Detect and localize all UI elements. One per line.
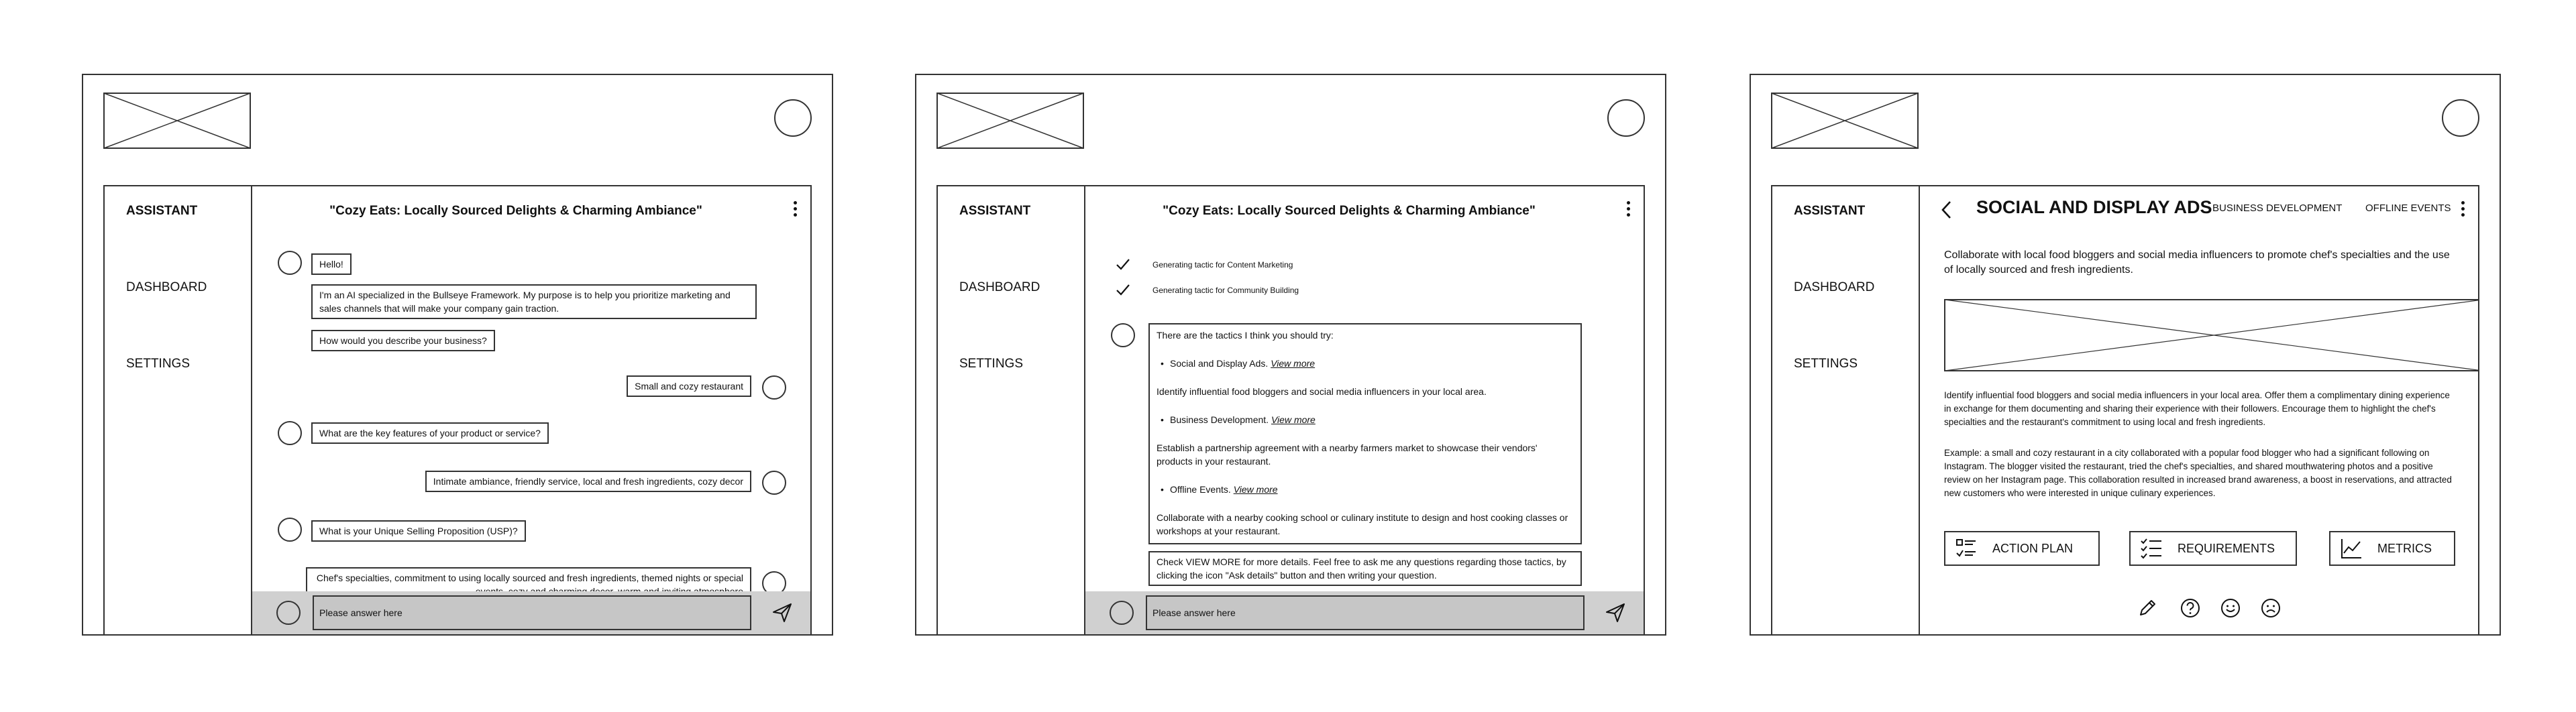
sidebar	[938, 186, 1085, 634]
sidebar	[1772, 186, 1920, 634]
tactic-summary: Collaborate with local food bloggers and social media influencers to promote chef's specialties and the use of locally sourced and fresh ingredients.	[1944, 249, 2450, 276]
view-more-link[interactable]: View more	[1271, 358, 1316, 369]
assistant-avatar	[278, 421, 302, 445]
tactic-name: Offline Events.	[1170, 484, 1231, 495]
frown-icon[interactable]	[2259, 597, 2282, 619]
tactic-body: Identify influential food bloggers and social media influencers in your local area. Offer them a complimentary dining experience in exchange for them documenting and sharing their experience with their followers. Encourage them to highlight the chef's specialties and the restaurant's commitment to using local and fresh ingredients.	[1944, 390, 2450, 427]
generating-status: Generating tactic for Content Marketing	[1152, 260, 1293, 270]
back-icon[interactable]	[1940, 200, 1953, 220]
assistant-message: What is your Unique Selling Proposition (USP)?	[311, 520, 526, 542]
tactic-detail	[1920, 186, 2478, 634]
assistant-avatar	[1111, 323, 1135, 347]
tactic-description: Establish a partnership agreement with a nearby farmers market to showcase their vendors' products in your restaurant.	[1157, 442, 1538, 467]
more-options-icon[interactable]	[792, 200, 798, 220]
sidebar-item-assistant[interactable]: ASSISTANT	[126, 204, 198, 218]
tactics-intro: There are the tactics I think you should try:	[1157, 330, 1334, 341]
tactic-title: SOCIAL AND DISPLAY ADS	[1976, 197, 2212, 217]
view-more-link[interactable]: View more	[1233, 484, 1278, 495]
sidebar-item-dashboard[interactable]: DASHBOARD	[959, 280, 1040, 294]
chat-area	[252, 186, 810, 634]
sidebar	[105, 186, 252, 634]
metrics-label: METRICS	[2377, 541, 2432, 555]
sidebar-item-settings[interactable]: SETTINGS	[126, 357, 191, 371]
sidebar-item-dashboard[interactable]: DASHBOARD	[1794, 280, 1875, 294]
view-more-link[interactable]: View more	[1271, 414, 1316, 425]
tactic-name: Business Development.	[1170, 414, 1269, 425]
assistant-avatar	[278, 251, 302, 275]
list-check-icon	[2140, 537, 2163, 560]
app-panel	[1771, 185, 2479, 636]
check-icon	[1115, 256, 1131, 272]
tactics-message	[1148, 323, 1582, 544]
sidebar-item-settings[interactable]: SETTINGS	[1794, 357, 1858, 371]
tactic-item	[1157, 483, 1574, 496]
tab-business-development[interactable]: BUSINESS DEVELOPMENT	[2212, 202, 2343, 214]
avatar[interactable]	[774, 99, 812, 137]
tactic-item	[1157, 357, 1574, 370]
tactic-item	[1157, 413, 1574, 426]
generating-status: Generating tactic for Community Building	[1152, 286, 1299, 295]
action-plan-button[interactable]	[1944, 531, 2100, 566]
input-bar	[252, 591, 810, 634]
tactics-note: Check VIEW MORE for more details. Feel free to ask me any questions regarding those tactics, by clicking the icon "Ask details" button and then writing your question.	[1148, 551, 1582, 586]
assistant-message: How would you describe your business?	[311, 330, 495, 351]
question-icon[interactable]	[2179, 597, 2202, 619]
chat-input[interactable]: Please answer here	[1146, 595, 1585, 630]
assistant-message: Hello!	[311, 253, 352, 275]
pencil-icon[interactable]	[2136, 597, 2159, 619]
line-chart-icon	[2340, 537, 2363, 560]
user-avatar	[762, 375, 786, 400]
smile-icon[interactable]	[2219, 597, 2242, 619]
logo-placeholder	[1771, 93, 1919, 149]
wireframe-tactic-detail	[1750, 74, 2501, 636]
logo-placeholder	[936, 93, 1084, 149]
avatar[interactable]	[1607, 99, 1645, 137]
send-icon[interactable]	[1605, 602, 1626, 624]
input-avatar	[1110, 601, 1134, 625]
tactic-name: Social and Display Ads.	[1170, 358, 1269, 369]
wireframe-tactics	[915, 74, 1666, 636]
input-avatar	[276, 601, 301, 625]
user-message: Small and cozy restaurant	[627, 375, 751, 397]
app-panel	[103, 185, 812, 636]
check-icon	[1115, 282, 1131, 298]
avatar[interactable]	[2442, 99, 2479, 137]
user-avatar	[762, 471, 786, 495]
tactic-description: Identify influential food bloggers and social media influencers in your local area.	[1157, 386, 1487, 397]
tactic-description: Collaborate with a nearby cooking school or culinary institute to design and host cooking classes or workshops at your restaurant.	[1157, 512, 1568, 536]
tactic-example: Example: a small and cozy restaurant in a city collaborated with a popular food blogger who had a significant following on Instagram. The blogger visited the restaurant, tried the chef's specialties, and shared mouthwatering photos and a positive review on her Instagram page. This collaboration resulted in increased brand awareness, a boost in reservations, and attracted new customers who were interested in unique culinary experiences.	[1944, 448, 2452, 498]
assistant-avatar	[278, 518, 302, 542]
logo-placeholder	[103, 93, 251, 149]
sidebar-item-assistant[interactable]: ASSISTANT	[959, 204, 1031, 218]
requirements-button[interactable]	[2129, 531, 2297, 566]
sidebar-item-dashboard[interactable]: DASHBOARD	[126, 280, 207, 294]
assistant-message: I'm an AI specialized in the Bullseye Framework. My purpose is to help you prioritize marketing and sales channels that will make your company gain traction.	[311, 284, 757, 319]
tab-offline-events[interactable]: OFFLINE EVENTS	[2365, 202, 2451, 214]
user-message: Chef's specialties, commitment to using locally sourced and fresh ingredients, themed nights or special	[306, 567, 751, 602]
user-message: Intimate ambiance, friendly service, local and fresh ingredients, cozy decor	[425, 471, 751, 492]
more-options-icon[interactable]	[1625, 200, 1631, 220]
chat-area	[1085, 186, 1644, 634]
sidebar-item-settings[interactable]: SETTINGS	[959, 357, 1024, 371]
checklist-icon	[1955, 537, 1978, 560]
metrics-button[interactable]	[2329, 531, 2455, 566]
app-panel	[936, 185, 1645, 636]
chat-title: "Cozy Eats: Locally Sourced Delights & Charming Ambiance"	[329, 204, 702, 218]
action-plan-label: ACTION PLAN	[1992, 541, 2074, 555]
requirements-label: REQUIREMENTS	[2178, 541, 2275, 555]
wireframe-chat	[82, 74, 833, 636]
chat-input[interactable]: Please answer here	[313, 595, 751, 630]
image-placeholder	[1944, 299, 2478, 371]
more-options-icon[interactable]	[2459, 200, 2466, 220]
input-bar	[1085, 591, 1644, 634]
assistant-message: What are the key features of your product or service?	[311, 422, 549, 444]
send-icon[interactable]	[771, 602, 793, 624]
chat-title: "Cozy Eats: Locally Sourced Delights & Charming Ambiance"	[1163, 204, 1536, 218]
sidebar-item-assistant[interactable]: ASSISTANT	[1794, 204, 1866, 218]
